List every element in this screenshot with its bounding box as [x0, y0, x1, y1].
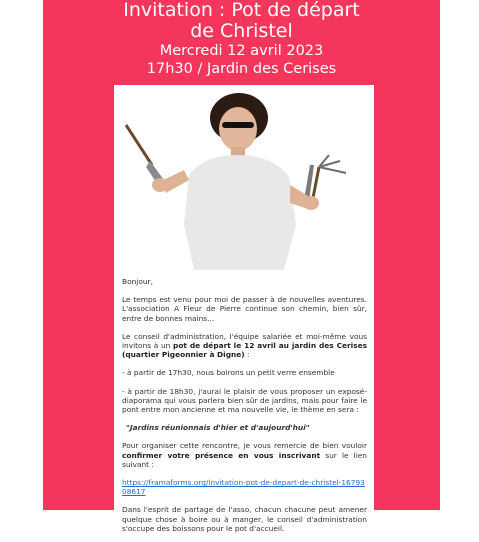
registration-link-paragraph [122, 478, 367, 496]
greeting: Bonjour, [122, 277, 153, 286]
talk-title: "Jardins réunionnais d'hier et d'aujourd'hui" [126, 423, 310, 433]
letter-body [122, 277, 367, 542]
title-line-1: Invitation : Pot de départ [123, 0, 360, 21]
event-date: Mercredi 12 avril 2023 [159, 43, 324, 59]
registration-link[interactable]: https://framaforms.org/invitation-pot-de-depart-de-christel-1679308617 [122, 478, 365, 497]
paragraph-registration [122, 441, 367, 469]
paragraph-invitation [122, 332, 367, 360]
portrait-photo [114, 85, 374, 270]
garden-fork-icon [304, 155, 346, 203]
invitation-header [43, 0, 440, 78]
paragraph-sharing: Dans l'esprit de partage de l'asso, chacun chacune peut amener quelque chose à boire ou à manger, le conseil d'administration s'occupe des boissons pour le pot d'accueil. [122, 505, 367, 533]
invitation-text: Le conseil d'administration, l'équipe salariée et moi-même vous invitons à un [122, 331, 367, 351]
trowel-icon [126, 125, 164, 185]
invitation-card [114, 85, 374, 533]
invitation-text-end: : [244, 350, 250, 360]
event-time-place: 17h30 / Jardin des Cerises [146, 61, 337, 77]
registration-highlight: confirmer votre présence en vous inscrivant [122, 450, 321, 460]
registration-text-end: sur le lien suivant : [122, 450, 367, 469]
paragraph-drinks: - à partir de 17h30, nous boirons un petit verre ensemble [122, 368, 335, 378]
paragraph-slideshow: - à partir de 18h30, j'aurai le plaisir de vous proposer un exposé-diaporama qui vous parlera bien sûr de jardins, mais pour faire le pont entre mon ancienne et ma nouvelle vie, le thème en sera : [122, 386, 367, 415]
invitation-highlight: pot de départ le 12 avril au jardin des Cerises (quartier Pigeonnier à Digne) [122, 341, 367, 360]
registration-text: Pour organiser cette rencontre, je vous remercie de bien vouloir [122, 441, 367, 451]
paragraph-intro: Le temps est venu pour moi de passer à de nouvelles aventures. L'association A Fleur de Pierre continue son chemin, bien sûr, entre de bonnes mains... [122, 295, 367, 323]
title-line-2: de Christel [190, 20, 293, 42]
